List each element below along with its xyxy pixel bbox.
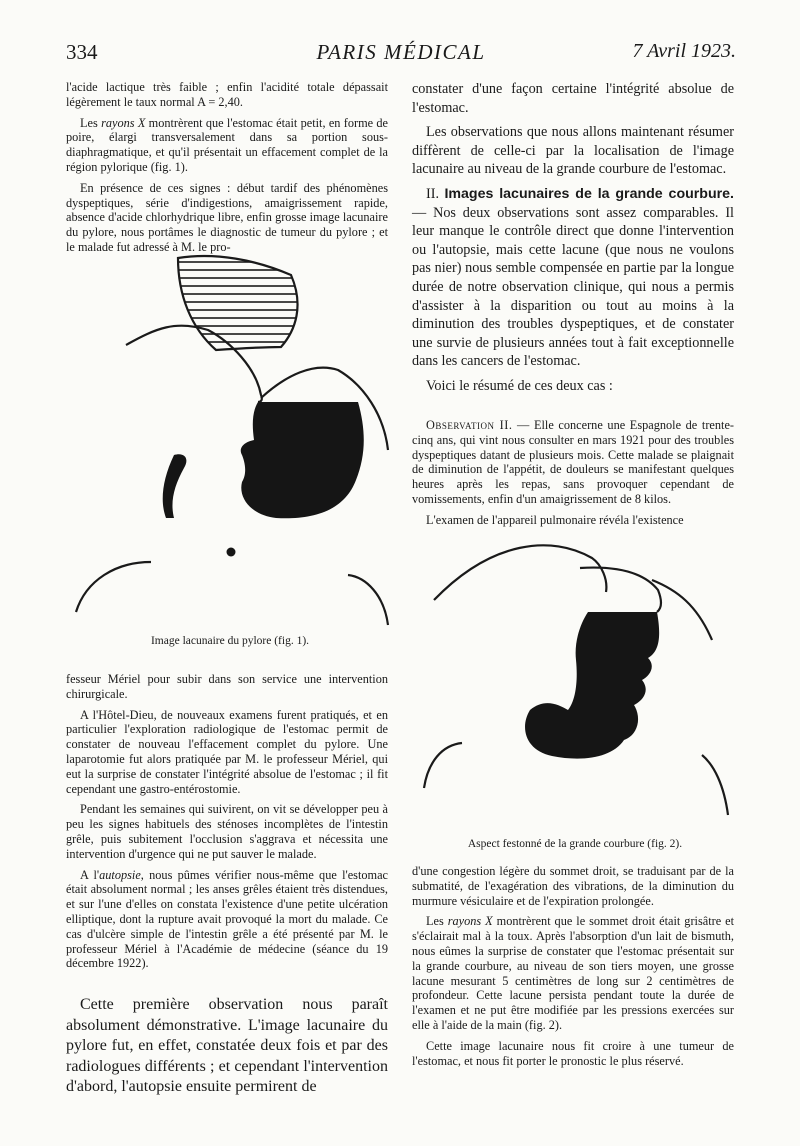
gas-outline [580, 568, 661, 612]
lower-curve-right [348, 575, 388, 625]
observation-block [412, 418, 734, 534]
figure-2-caption: Aspect festonné de la grande courbure (fig. 2). [467, 838, 683, 850]
figure-2-radiograph [412, 540, 734, 830]
diaphragm-contour [434, 545, 606, 600]
lower-curve-right [702, 755, 728, 815]
left-column-bottom [66, 672, 388, 977]
left-column-large-text [66, 995, 388, 1104]
page-number: 334 [66, 40, 98, 64]
paragraph: Les rayons X montrèrent que le sommet droit était grisâtre et s'éclairait mal à la toux. Après l'absorption d'un lait de bismuth, nous eûmes la surprise de constater que l'estomac présentait sur la grande courbure, au niveau de son tiers moyen, une grosse lacune mesurant 5 centimètres de long sur 2 centimètres de profondeur. Cette lacune persista pendant toute la durée de l'examen et ne put être modifiée par les pressions exercées sur elle à l'aide de la main (fig. 2). [412, 914, 735, 1032]
paragraph: Les rayons X montrèrent que l'estomac était petit, en forme de poire, élargi transversalement dans sa portion sous-diaphragmatique, et qu'il présentait un effacement complet de la région pylorique (fig. 1). [66, 115, 388, 174]
pylorus-dot [227, 548, 236, 557]
lower-curve-left [424, 743, 462, 788]
paragraph: fesseur Mériel pour subir dans son service une intervention chirurgicale. [66, 672, 388, 701]
paragraph: En présence de ces signes : début tardif des phénomènes dyspeptiques, série d'indigestions, amaigrissement rapide, absence d'acide chlorhydrique libre, enfin grosse image lacunaire du pylore, nous portâmes le diagnostic de tumeur du pylore ; et le malade fut adressé à M. le pro- [66, 180, 388, 254]
stomach-barium [241, 402, 364, 518]
paragraph: A l'Hôtel-Dieu, de nouveaux examens furent pratiqués, et en particulier l'exploration radiologique de l'estomac permit de constater de nouveau l'effacement complet du pylore. Une laparotomie fut alors pratiquée par M. le professeur Mériel, qui eut la surprise de constater l'intégrité absolue de l'estomac ; il fit cependant une gastro-entérostomie. [66, 707, 388, 796]
paragraph: Pendant les semaines qui suivirent, on vit se développer peu à peu les signes habituels des sténoses incomplètes de l'intestin grêle, puis subitement l'occlusion s'aggrava et nécessita une intervention d'urgence qui ne put sauver le malade. [66, 802, 388, 861]
section-paragraph: II. Images lacunaires de la grande courbure. — Nos deux observations sont assez comparables. Il leur manque le contrôle direct que donne l'intervention ou l'autopsie, mais cette lacune (que nous ne voulons pas nier) nous semble compensée en partie par la longue durée de notre observation clinique, qui nous a permis d'assister à la disparition ou tout au moins à la diminution des troubles dyspeptiques, et de constater une survie de plusieurs années tout à fait exceptionnelle dans les cancers de l'estomac. [412, 185, 734, 370]
paragraph: L'examen de l'appareil pulmonaire révéla l'existence [426, 512, 684, 527]
right-contour [652, 580, 712, 640]
figure-1-caption: Image lacunaire du pylore (fig. 1). [150, 635, 310, 647]
issue-date: 7 Avril 1923. [632, 40, 736, 62]
paragraph: d'une congestion légère du sommet droit, se traduisant par de la submatité, de l'exagération des vibrations, de la diminution du murmure vésiculaire et de l'expiration prolongée. [412, 864, 734, 908]
paragraph: l'acide lactique très faible ; enfin l'acidité totale dépassait légèrement le taux normal A = 2,40. [66, 80, 388, 109]
right-column-bottom [412, 864, 734, 1074]
lower-curve-left [76, 562, 151, 612]
paragraph: constater d'une façon certaine l'intégrité absolue de l'estomac. [412, 81, 734, 116]
duodenal-arc [163, 454, 187, 518]
right-column-top [412, 80, 734, 402]
section-heading: Images lacunaires de la grande courbure. [444, 185, 734, 202]
section-number: II. [426, 185, 439, 202]
paragraph: A l'autopsie, nous pûmes vérifier nous-même que l'estomac était absolument normal ; les anses grêles étaient très distendues, et sur l'une d'elles on constata l'existence d'une petite ulcération elliptique, dont la rupture avait provoqué la mort du malade. Ce cas d'ulcère simple de l'intestin grêle a été présenté par M. le professeur Mériel à l'Académie de médecine (séance du 19 décembre 1922). [66, 867, 388, 971]
page-header [66, 40, 736, 68]
journal-title: PARIS MÉDICAL [316, 40, 486, 64]
paragraph: Cette image lacunaire nous fit croire à une tumeur de l'estomac, et nous fit porter le pronostic le plus réservé. [412, 1038, 734, 1068]
observation-paragraph: Observation II. — Elle concerne une Espagnole de trente-cinq ans, qui vint nous consulter en mars 1921 pour des troubles dyspeptiques datant de plusieurs mois. Cette malade se plaignait de diminution de l'appétit, de douleurs se manifestant quelques heures après les repas, sans provoquer cependant de vomissements, enfin d'un amaigrissement de 8 kilos. [412, 418, 734, 506]
left-column-top [66, 80, 388, 261]
paragraph: Les observations que nous allons maintenant résumer diffèrent de celle-ci par la localisation de l'image lacunaire au niveau de la grande courbure de l'estomac. [412, 124, 734, 178]
paragraph: Cette première observation nous paraît absolument démonstrative. L'image lacunaire du pylore fut, en effet, constatée deux fois et par des radiologues différents ; et cependant l'intervention d'abord, l'autopsie ensuite permirent de [66, 996, 388, 1095]
gas-bubble [178, 256, 298, 350]
stomach-barium-festooned [525, 612, 659, 759]
figure-1-radiograph [66, 250, 396, 635]
paragraph: Voici le résumé de ces deux cas : [426, 377, 613, 394]
observation-label: Observation II. [426, 418, 513, 432]
